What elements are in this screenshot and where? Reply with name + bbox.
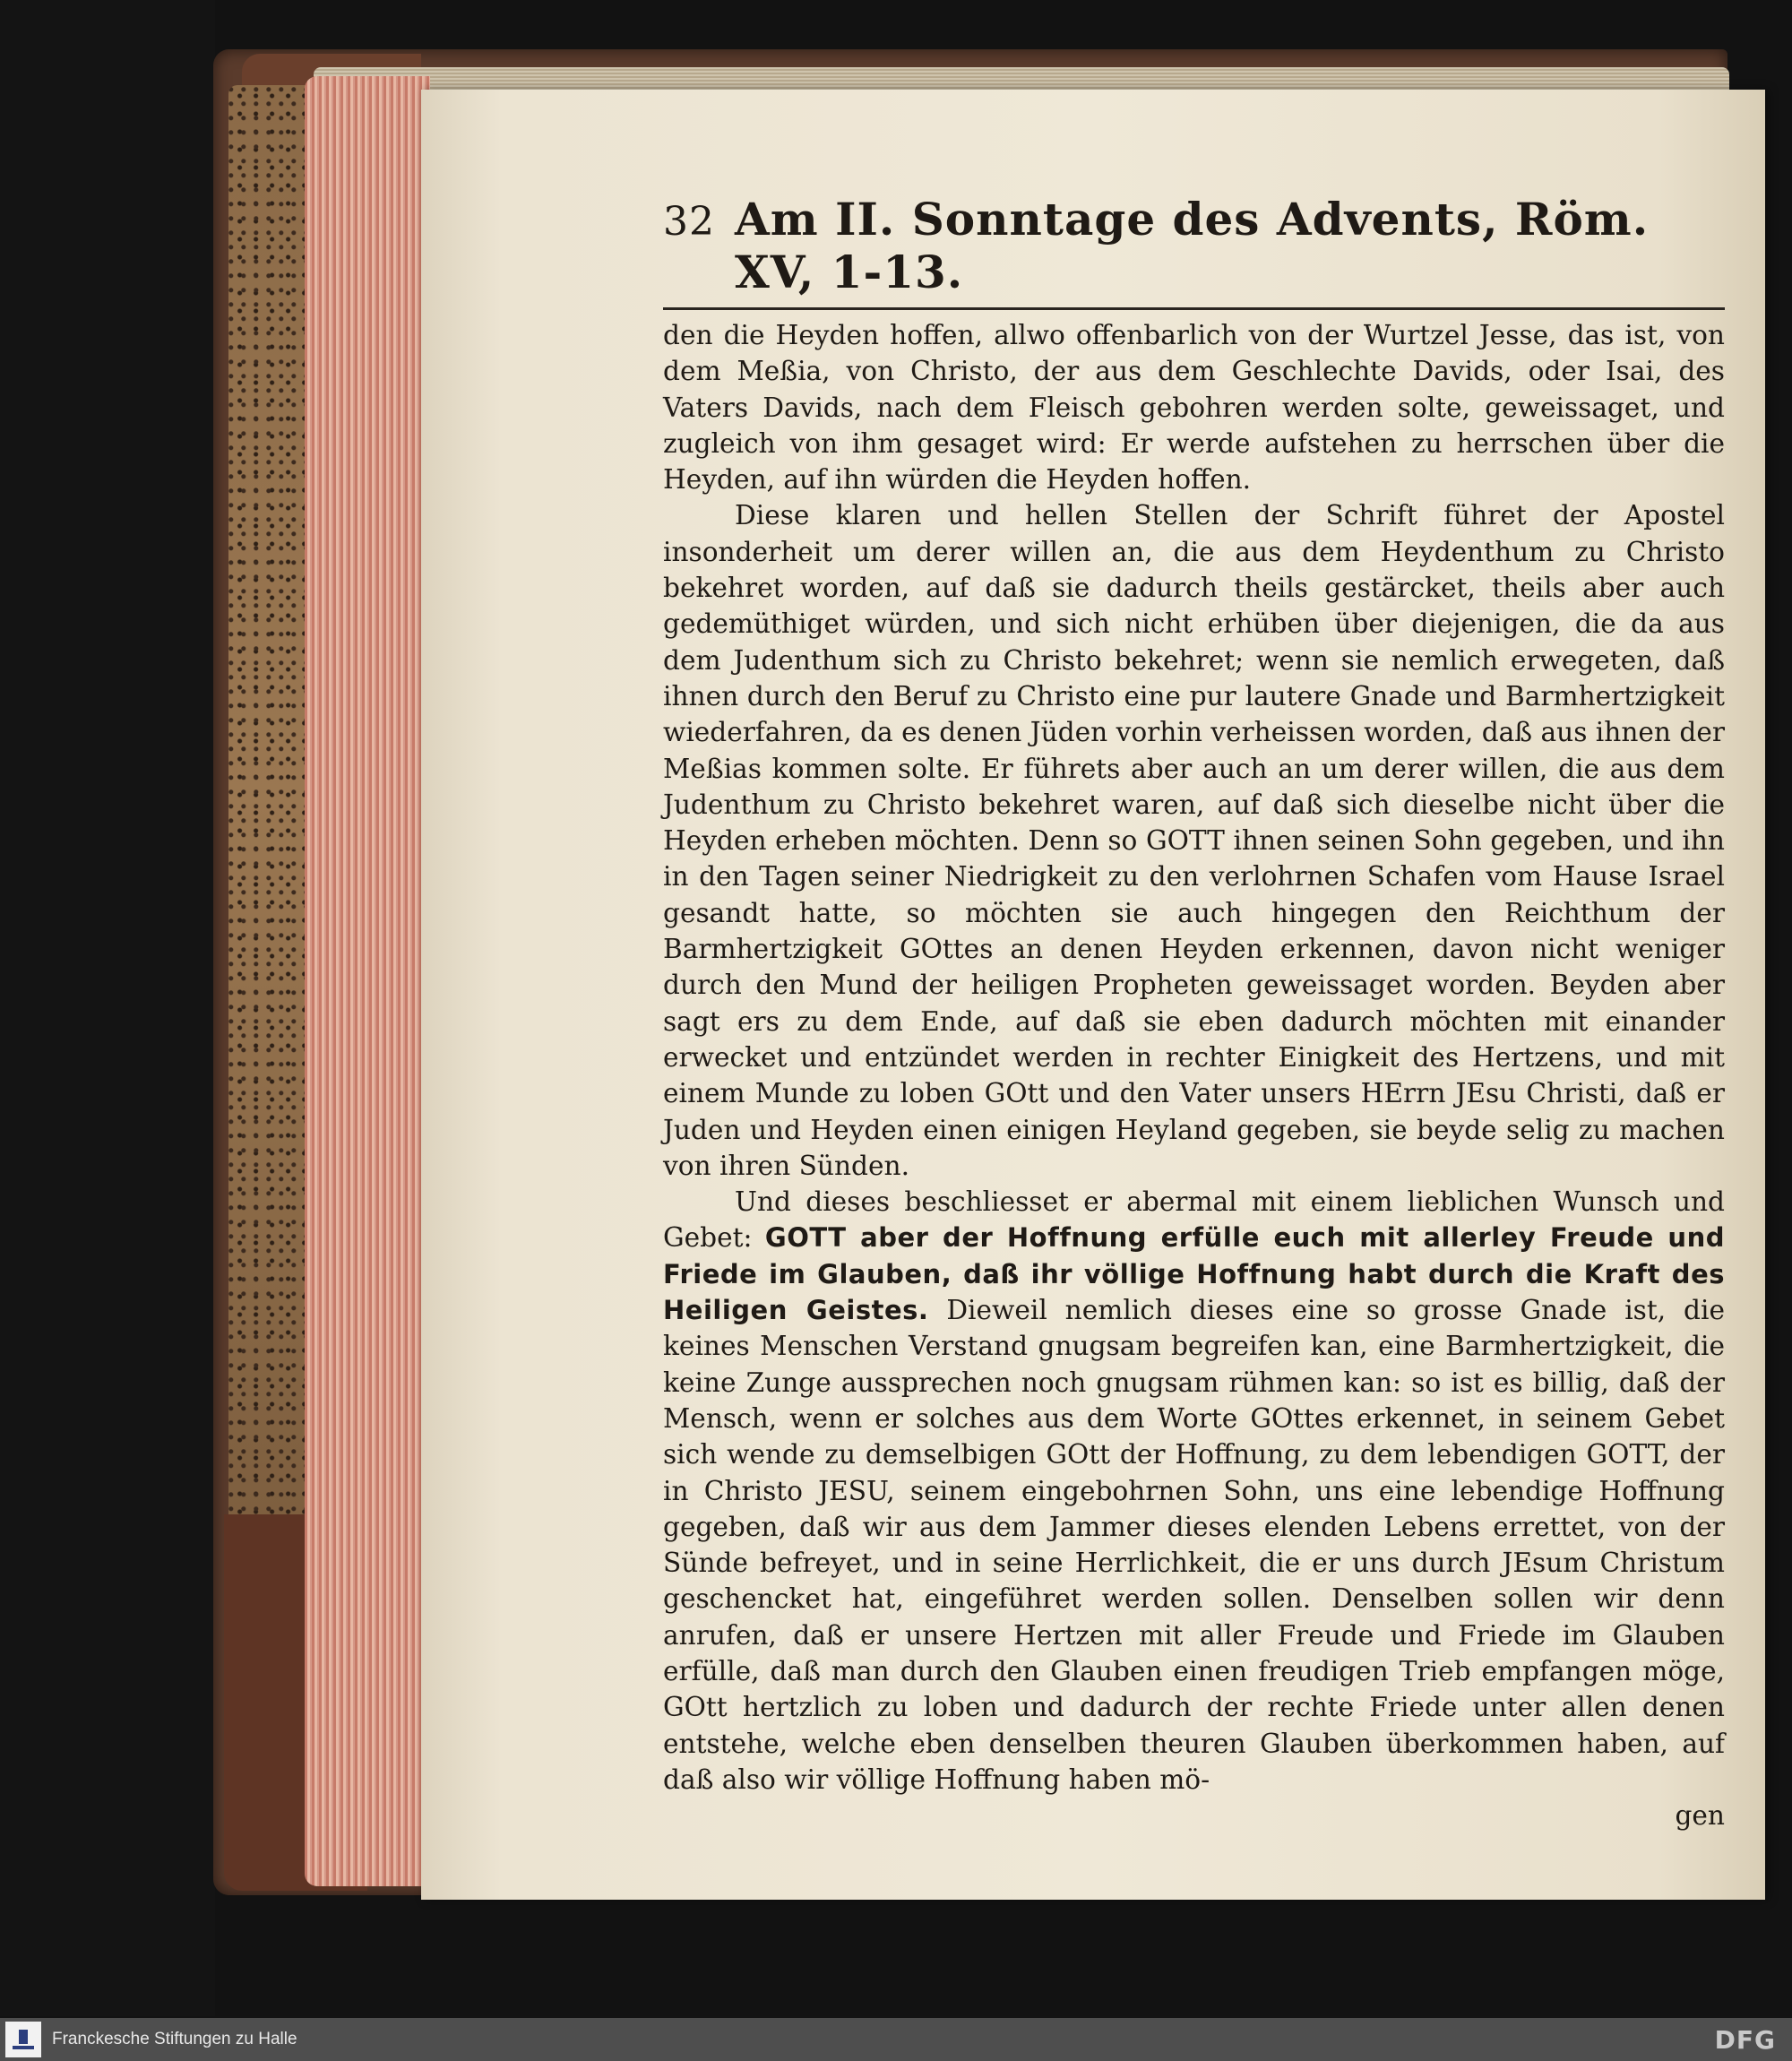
paragraph-1: den die Heyden hoffen, allwo offenbarlich von der Wurtzel Jesse, das ist, von dem Meßia, von Christo, der aus dem Geschlechte Davids, oder Isai, des Vaters Davids, nach dem Fleisch gebohren werden solte, geweissaget, und zugleich von ihm gesaget wird: Er werde aufstehen zu herrschen über die Heyden, auf ihn würden die Heyden hoffen. xyxy=(663,320,1725,496)
dfg-logo: DFG xyxy=(1714,2025,1776,2055)
dark-background xyxy=(0,0,215,2016)
francke-logo-icon xyxy=(5,2022,41,2057)
paragraph-3 xyxy=(663,1184,1725,1798)
running-title: Am II. Sonntage des Advents, Röm. XV, 1-13. xyxy=(735,193,1650,298)
footer-bar xyxy=(0,2018,1792,2061)
paragraph-3-emphasis: GOTT aber der Hoffnung erfülle euch mit allerley Freude und Friede im Glauben, daß ihr völlige Hoffnung habt durch die Kraft des Heiligen Geistes. xyxy=(663,1222,1725,1326)
page-block-red-edge xyxy=(305,76,430,1886)
page-number: 32 xyxy=(663,199,715,245)
paragraph-3-lead: Und dieses beschliesset er abermal mit einem lieblichen Wunsch und Gebet: xyxy=(663,1186,1725,1254)
page-text-block xyxy=(663,193,1725,1833)
catchword: gen xyxy=(1675,1800,1725,1832)
paragraph-3-rest: Dieweil nemlich dieses eine so grosse Gnade ist, die keines Menschen Verstand gnugsam begreifen kan, eine Barmhertzigkeit, die keine Zunge aussprechen noch gnugsam rühmen kan: so ist es billig, daß der Mensch, wenn er solches aus dem Worte GOttes erkennet, in seinem Gebet sich wende zu demselbigen GOtt der Hoffnung, zu dem lebendigen GOTT, der in Christo JESU, seinem eingebohrnen Sohn, uns eine lebendige Hoffnung gegeben, daß wir aus dem Jammer dieses elenden Lebens errettet, von der Sünde befreyet, und in seine Herrlichkeit, die er uns durch JEsum Christum geschencket hat, eingeführet werden sollen. Denselben sollen wir denn anrufen, daß er unsere Hertzen mit aller Freude und Friede im Glauben erfülle, daß man durch den Glauben einen freudigen Trieb empfangen möge, GOtt hertzlich zu loben und dadurch der rechte Friede unter allen denen entstehe, welche eben denselben theuren Glauben überkommen haben, auf daß also wir völlige Hoffnung haben mö- xyxy=(663,1295,1725,1795)
running-header xyxy=(663,193,1725,310)
paragraph-2: Diese klaren und hellen Stellen der Schrift führet der Apostel insonderheit um derer willen an, die aus dem Heydenthum zu Christo bekehret worden, auf daß sie dadurch theils gestärcket, theils aber auch gedemüthiget würden, und sich nicht erhüben über diejenigen, die da aus dem Judenthum sich zu Christo bekehret; wenn sie nemlich erwegeten, daß ihnen durch den Beruf zu Christo eine pur lautere Gnade und Barmhertzigkeit wiederfahren, da es denen Jüden vorhin verheissen worden, daß aus ihnen der Meßias kommen solte. Er führets aber auch an um derer willen, die aus dem Judenthum zu Christo bekehret waren, auf daß sich dieselbe nicht über die Heyden erheben möchten. Denn so GOTT ihnen seinen Sohn gegeben, und ihn in den Tagen seiner Niedrigkeit zu den verlohrnen Schafen vom Hause Israel gesandt hatte, so möchten sie auch hingegen den Reichthum der Barmhertzigkeit GOttes an denen Heyden erkennen, davon nicht weniger durch den Mund der heiligen Propheten geweissaget worden. Beyden aber sagt ers zu dem Ende, auf daß sie eben dadurch möchten mit einander erwecket und entzündet werden in rechter Einigkeit des Hertzens, und mit einem Munde zu loben GOtt und den Vater unsers HErrn JEsu Christi, daß er Juden und Heyden einen einigen Heyland gegeben, sie beyde selig zu machen von ihren Sünden. xyxy=(663,500,1725,1181)
institution-name: Franckesche Stiftungen zu Halle xyxy=(52,2030,297,2048)
